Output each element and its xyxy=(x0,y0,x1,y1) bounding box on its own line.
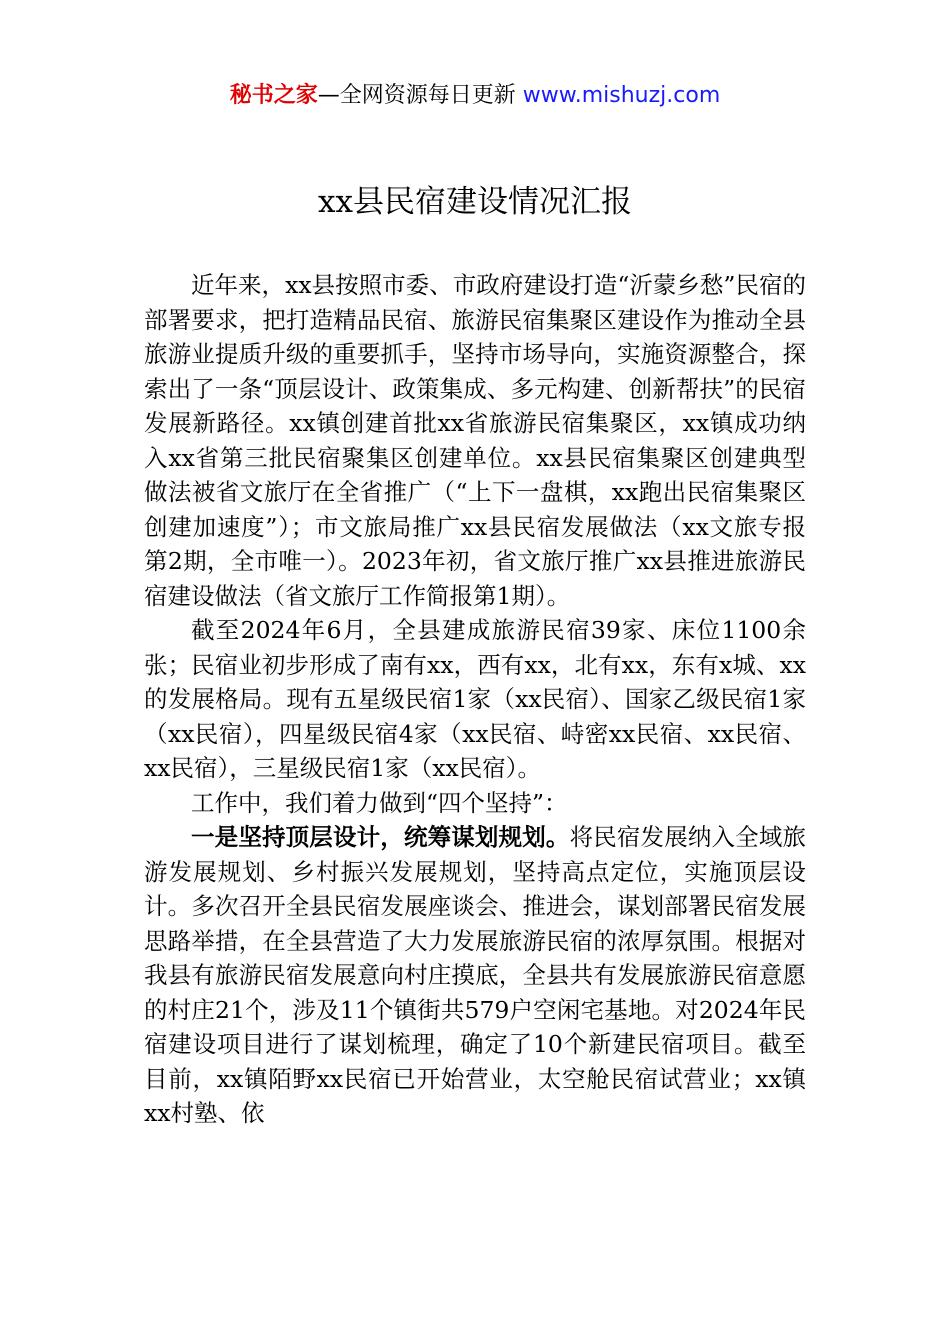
paragraph-point-one xyxy=(144,820,806,1131)
paragraph-text: 工作中，我们着力做到“四个坚持”： xyxy=(191,788,568,817)
paragraph-intro xyxy=(144,268,806,613)
paragraph-lead: 一是坚持顶层设计，统筹谋划规划。 xyxy=(191,823,570,851)
document-title: xx县民宿建设情况汇报 xyxy=(318,184,632,220)
paragraph-text: 截至2024年6月，全县建成旅游民宿39家、床位1100余张；民宿业初步形成了南有xx，西有xx，北有xx，东有x城、xx的发展格局。现有五星级民宿1家（xx民宿）、国家乙级民宿1家（xx民宿），四星级民宿4家（xx民宿、峙密xx民宿、xx民宿、xx民宿），三星级民宿1家（xx民宿）。 xyxy=(144,616,806,782)
paragraph-text: 将民宿发展纳入全域旅游发展规划、乡村振兴发展规划，坚持高点定位，实施顶层设计。多次召开全县民宿发展座谈会、推进会，谋划部署民宿发展思路举措，在全县营造了大力发展旅游民宿的浓厚氛围。根据对我县有旅游民宿发展意向村庄摸底，全县共有发展旅游民宿意愿的村庄21个，涉及11个镇街共579户空闲宅基地。对2024年民宿建设项目进行了谋划梳理，确定了10个新建民宿项目。截至目前，xx镇陌野xx民宿已开始营业，太空舱民宿试营业；xx镇xx村塾、依 xyxy=(144,823,807,1127)
paragraph-overview xyxy=(144,786,806,821)
site-brand: 秘书之家 xyxy=(229,83,318,108)
paragraph-text: 近年来，xx县按照市委、市政府建设打造“沂蒙乡愁”民宿的部署要求，把打造精品民宿、旅游民宿集聚区建设作为推动全县旅游业提质升级的重要抓手，坚持市场导向，实施资源整合，探索出了一条“顶层设计、政策集成、多元构建、创新帮扶”的民宿发展新路径。xx镇创建首批xx省旅游民宿集聚区，xx镇成功纳入xx省第三批民宿聚集区创建单位。xx县民宿集聚区创建典型做法被省文旅厅在全省推广（“上下一盘棋，xx跑出民宿集聚区创建加速度”）；市文旅局推广xx县民宿发展做法（xx文旅专报第2期，全市唯一）。2023年初，省文旅厅推广xx县推进旅游民宿建设做法（省文旅厅工作简报第1期）。 xyxy=(144,271,806,610)
paragraph-status xyxy=(144,613,806,786)
site-header xyxy=(0,80,950,112)
document-body xyxy=(144,268,806,1131)
site-url-link[interactable]: www.mishuzj.com xyxy=(522,83,721,108)
site-slogan: —全网资源每日更新 xyxy=(317,83,523,108)
